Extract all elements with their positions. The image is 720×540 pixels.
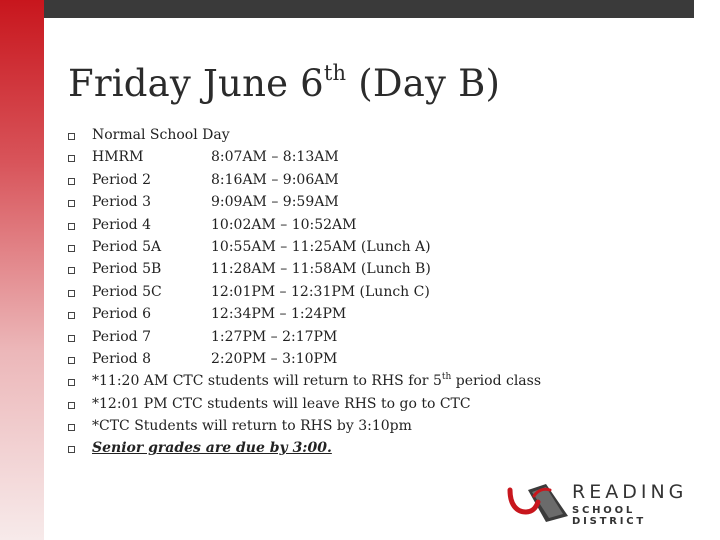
list-item <box>68 238 668 260</box>
note-sup: th <box>441 372 452 383</box>
note-ctc-return-310 <box>68 417 668 439</box>
square-bullet-icon <box>68 155 75 162</box>
row-label: Period 3 <box>92 194 151 211</box>
row-time: 10:55AM – 11:25AM (Lunch A) <box>211 238 431 255</box>
list-item <box>68 148 668 170</box>
row-label: Normal School Day <box>92 127 230 143</box>
square-bullet-icon <box>68 357 75 364</box>
page-title <box>68 62 500 105</box>
note-text-b: period class <box>451 373 542 390</box>
square-bullet-icon <box>68 200 75 207</box>
row-label: HMRM <box>92 149 144 166</box>
row-time: 12:34PM – 1:24PM <box>211 306 347 323</box>
list-item <box>68 305 668 327</box>
square-bullet-icon <box>68 312 75 319</box>
top-bar <box>44 0 694 18</box>
square-bullet-icon <box>68 446 75 453</box>
square-bullet-icon <box>68 290 75 297</box>
note-text: *12:01 PM CTC students will leave RHS to go to CTC <box>92 395 471 412</box>
row-label: Period 6 <box>92 306 151 323</box>
square-bullet-icon <box>68 267 75 274</box>
row-time: 2:20PM – 3:10PM <box>211 350 338 367</box>
row-label: Period 2 <box>92 171 151 188</box>
list-item <box>68 193 668 215</box>
row-time: 12:01PM – 12:31PM (Lunch C) <box>211 283 430 300</box>
list-item <box>68 283 668 305</box>
row-label: Period 4 <box>92 216 151 233</box>
row-time: 9:09AM – 9:59AM <box>211 194 339 211</box>
row-time: 10:02AM – 10:52AM <box>211 216 357 233</box>
square-bullet-icon <box>68 335 75 342</box>
row-label: Period 5B <box>92 261 162 278</box>
row-time: 1:27PM – 2:17PM <box>211 328 338 345</box>
note-text: Senior grades are due by 3:00. <box>92 440 332 457</box>
district-logo <box>506 478 696 527</box>
note-text <box>92 372 541 393</box>
logo-subtitle: SCHOOL DISTRICT <box>572 505 647 527</box>
list-item <box>68 126 668 148</box>
row-label: Period 5A <box>92 238 162 255</box>
square-bullet-icon <box>68 424 75 431</box>
square-bullet-icon <box>68 178 75 185</box>
title-suffix: (Day B) <box>346 62 501 105</box>
square-bullet-icon <box>68 223 75 230</box>
row-label: Period 5C <box>92 283 162 300</box>
note-ctc-return-5th <box>68 372 668 394</box>
list-item <box>68 328 668 350</box>
schedule-list <box>68 126 668 462</box>
reading-r-logo-icon <box>506 478 568 523</box>
square-bullet-icon <box>68 402 75 409</box>
row-label: Period 7 <box>92 328 151 345</box>
note-ctc-leave <box>68 395 668 417</box>
note-text-a: *11:20 AM CTC students will return to RHS for 5 <box>92 373 442 390</box>
left-accent-band <box>0 0 44 540</box>
note-text: *CTC Students will return to RHS by 3:10pm <box>92 418 412 435</box>
row-time: 8:07AM – 8:13AM <box>211 149 339 166</box>
square-bullet-icon <box>68 245 75 252</box>
square-bullet-icon <box>68 133 75 140</box>
note-senior-grades <box>68 439 668 461</box>
list-item <box>68 216 668 238</box>
list-item <box>68 350 668 372</box>
title-sup: th <box>323 60 347 85</box>
row-time: 8:16AM – 9:06AM <box>211 171 339 188</box>
list-item <box>68 260 668 282</box>
row-time: 11:28AM – 11:58AM (Lunch B) <box>211 261 431 278</box>
square-bullet-icon <box>68 379 75 386</box>
list-item <box>68 171 668 193</box>
row-label: Period 8 <box>92 350 151 367</box>
title-main: Friday June 6 <box>68 62 324 105</box>
logo-wordmark: READING <box>572 481 688 503</box>
